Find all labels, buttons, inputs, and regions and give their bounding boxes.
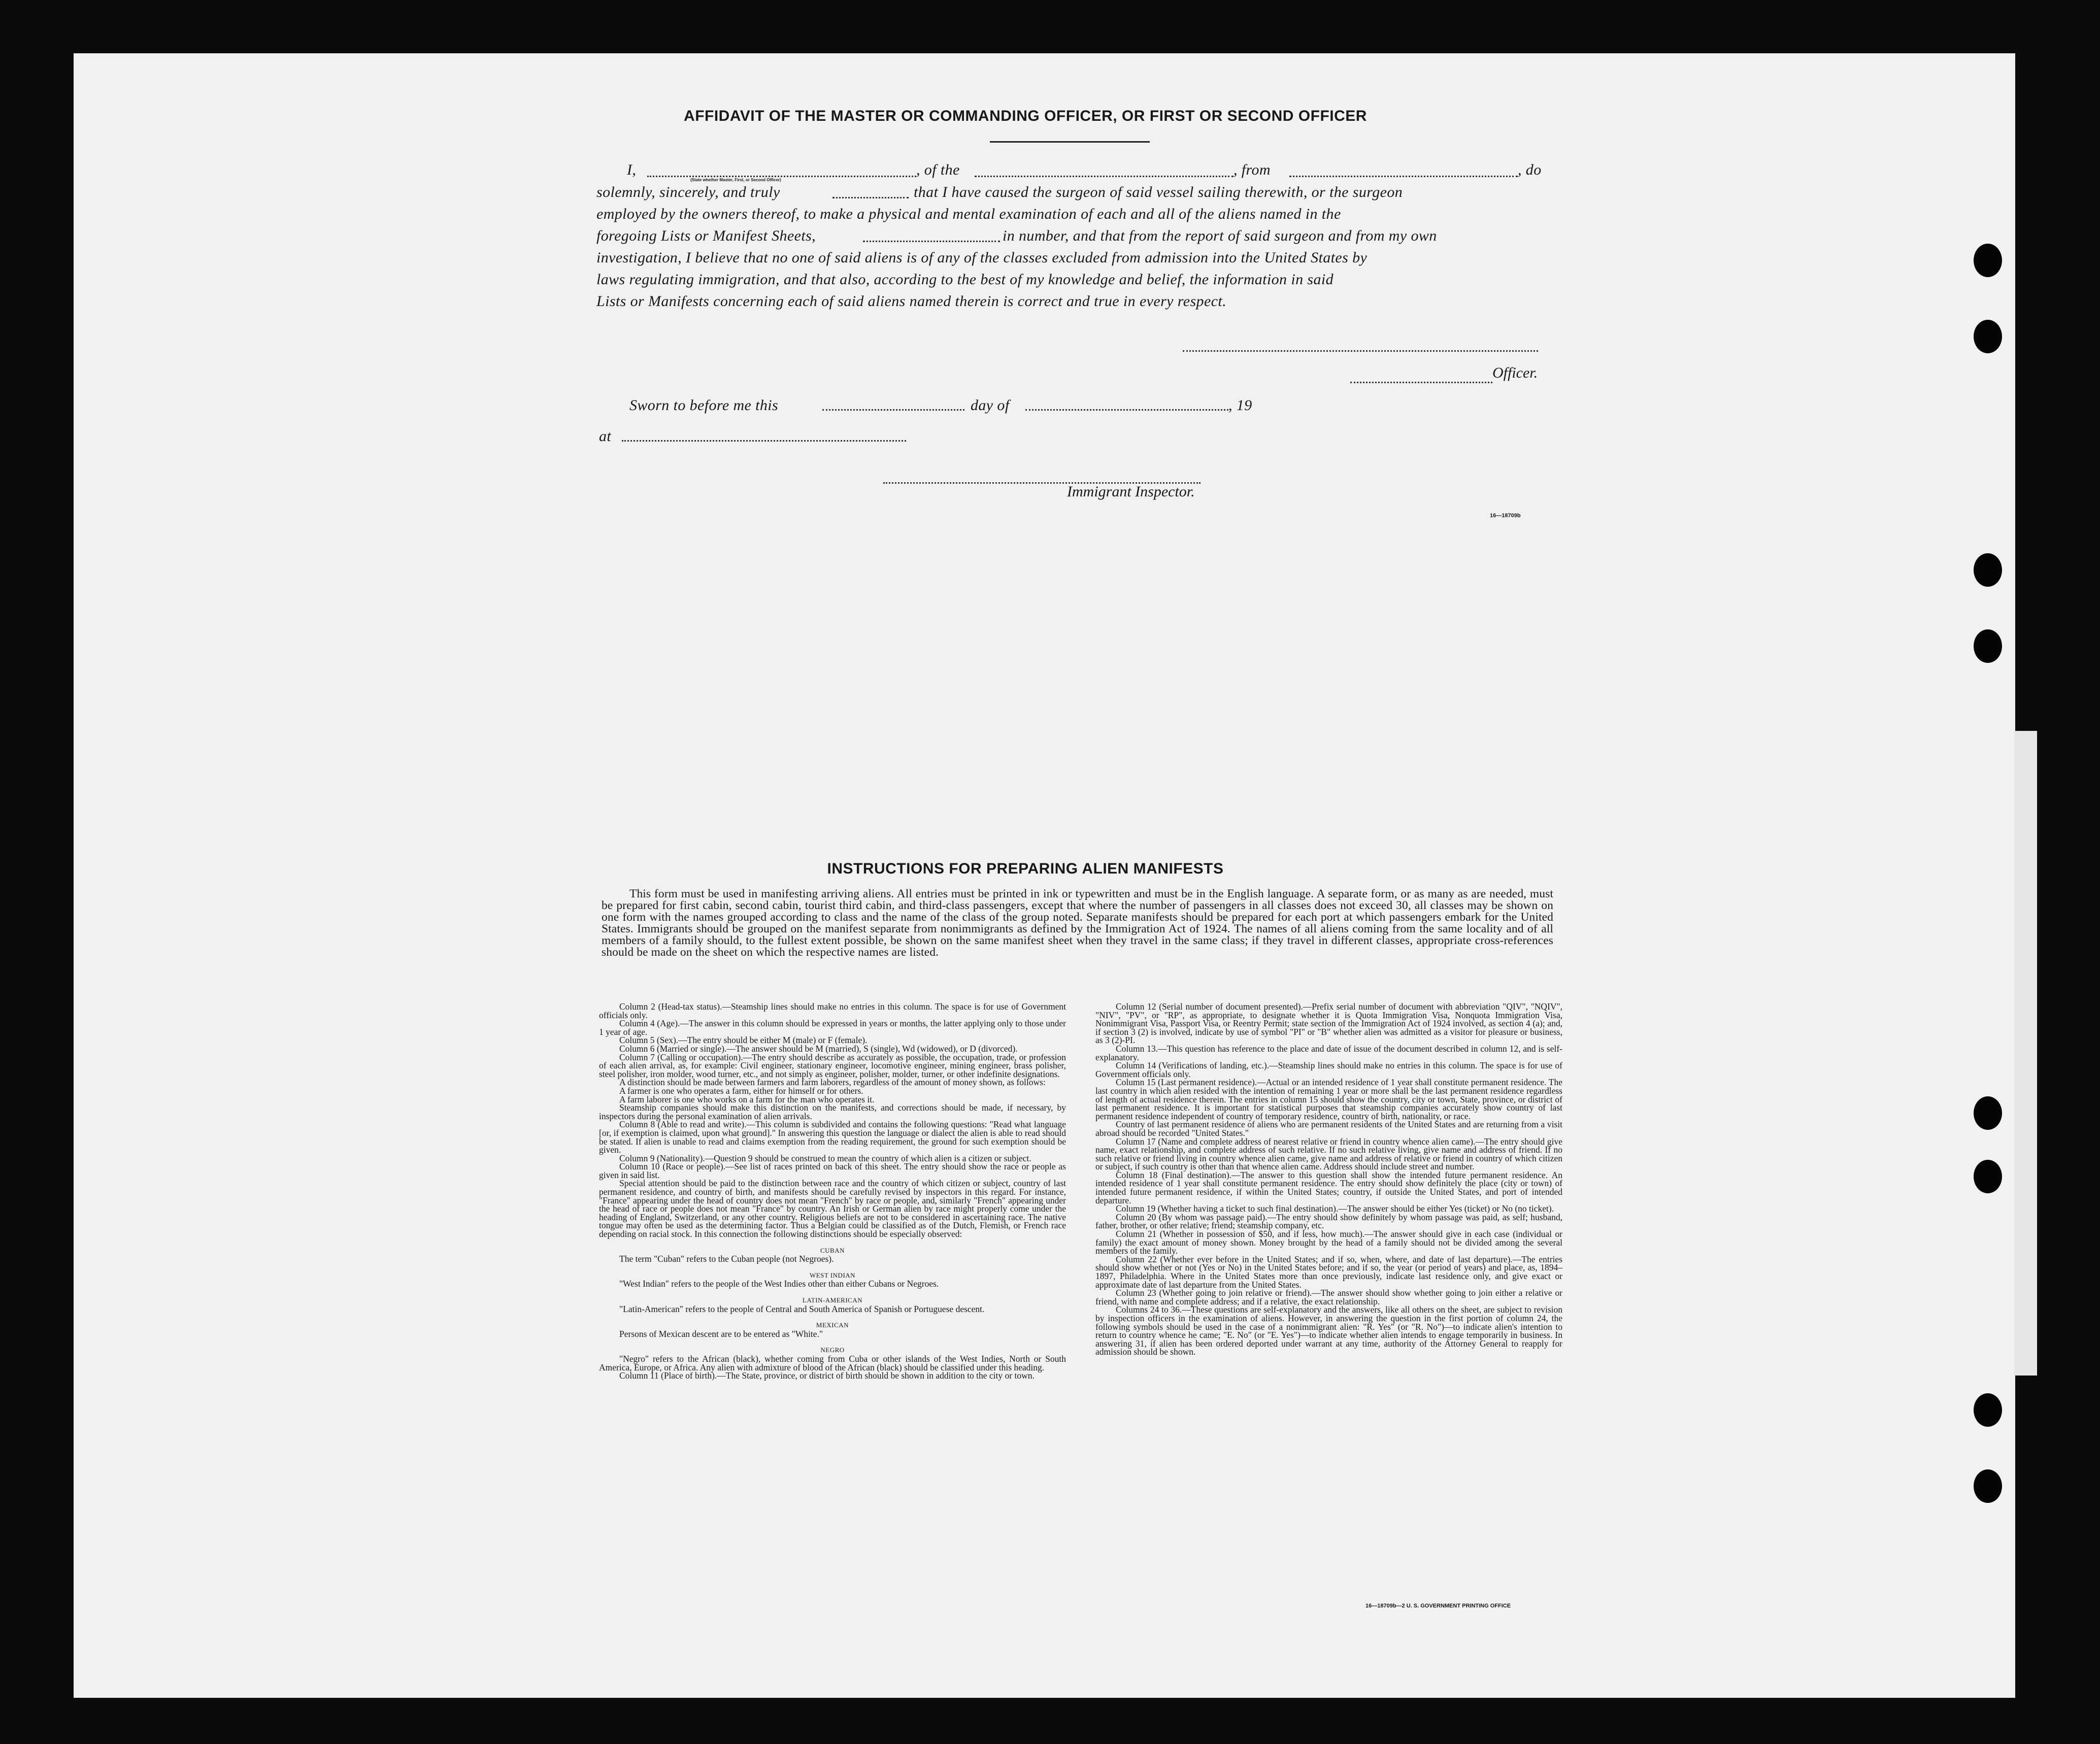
negro-text: "Negro" refers to the African (black), whether coming from Cuba or other islands of the West Indies, North or South America, Europe, or Africa. Any alien with admixture of blood of the African (black) should be classified under this heading. bbox=[599, 1353, 1066, 1372]
column-11-text: Column 11 (Place of birth).—The State, province, or district of birth should be shown in addition to the city or town. bbox=[619, 1370, 1035, 1381]
form-number: 16—18709b bbox=[1490, 513, 1521, 519]
heading-mexican: MEXICAN bbox=[816, 1321, 849, 1329]
column-14-text: Column 14 (Verifications of landing, etc.).—Steamship lines should make no entries in this column. The space is for use of Government officials only. bbox=[1095, 1060, 1562, 1079]
column-15-us-note: Country of last permanent residence of aliens who are permanent residents of the United States and are returning from a visit abroad should be recorded "United States." bbox=[1095, 1119, 1562, 1138]
instructions-left-column bbox=[599, 1002, 1066, 1380]
affidavit-line-1-do: , do bbox=[1518, 161, 1542, 178]
vessel-name-field[interactable] bbox=[975, 176, 1234, 177]
column-15-text: Column 15 (Last permanent residence).—Actual or an intended residence of 1 year shall constitute permanent residence. The last country in which alien resided with the intention of remaining 1 year or more shall be the last permanent residence regardless of length of actual residence therein. The entries in column 15 should show the country, city or town, State, province, or district of last permanent residence. It is important for statistical purposes that steamship companies accurately show country of last permanent residence independent of country of temporary residence, country of birth, nationality, or race. bbox=[1095, 1077, 1562, 1121]
affidavit-line-1-i: I, bbox=[627, 161, 637, 178]
at-label: at bbox=[599, 428, 612, 445]
sworn-place-field[interactable] bbox=[622, 440, 906, 442]
column-13-text: Column 13.—This question has reference to the place and date of issue of the document described in column 12, and is self-explanatory. bbox=[1095, 1043, 1562, 1062]
affidavit-line-2b: that I have caused the surgeon of said vessel sailing therewith, or the surgeon bbox=[914, 184, 1403, 200]
west-indian-text: "West Indian" refers to the people of the West Indies other than either Cubans or Negroes. bbox=[619, 1279, 939, 1289]
punch-hole bbox=[1974, 629, 2002, 663]
port-from-field[interactable] bbox=[1289, 176, 1518, 177]
sworn-text-b: day of bbox=[971, 397, 1010, 414]
column-21-text: Column 21 (Whether in possession of $50, and if less, how much).—The answer should give in each case (individual or family) the exact amount of money shown. Money brought by the head of a family should not be divided among the several members of the family. bbox=[1095, 1229, 1562, 1256]
cuban-text: The term "Cuban" refers to the Cuban people (not Negroes). bbox=[619, 1254, 834, 1264]
column-4-text: Column 4 (Age).—The answer in this column should be expressed in years or months, the latter applying only to those under 1 year of age. bbox=[599, 1018, 1066, 1037]
column-7-farmer-def: A farmer is one who operates a farm, either for himself or for others. bbox=[619, 1085, 863, 1096]
affidavit-line-4b: in number, and that from the report of said surgeon and from my own bbox=[1003, 227, 1437, 244]
sworn-day-field[interactable] bbox=[822, 409, 964, 411]
column-6-text: Column 6 (Married or single).—The answer should be M (married), S (single), Wd (widowed), or D (divorced). bbox=[619, 1043, 1018, 1054]
affidavit-line-5: investigation, I believe that no one of said aliens is of any of the classes excluded from admission into the United States by bbox=[596, 249, 1368, 266]
punch-hole bbox=[1974, 1160, 2002, 1193]
heading-west-indian: WEST INDIAN bbox=[809, 1271, 856, 1279]
column-5-text: Column 5 (Sex).—The entry should be either M (male) or F (female). bbox=[619, 1035, 868, 1046]
punch-hole bbox=[1974, 553, 2002, 587]
officer-label: Officer. bbox=[1492, 364, 1538, 381]
affidavit-line-1-from: , from bbox=[1234, 161, 1271, 178]
heading-negro: NEGRO bbox=[820, 1346, 845, 1354]
mexican-text: Persons of Mexican descent are to be entered as "White." bbox=[619, 1328, 823, 1339]
affidavit-title: AFFIDAVIT OF THE MASTER OR COMMANDING OFFICER, OR FIRST OR SECOND OFFICER bbox=[684, 108, 1367, 124]
column-12-text: Column 12 (Serial number of document presented).—Prefix serial number of document with abbreviation "QIV", "NQIV", "NIV", "PV", or "RP", as appropriate, to designate whether it is Quota Immigration Visa, Nonquota Immigration Visa, Nonimmigrant Visa, Passport Visa, or Reentry Permit; state section of the Immigration Act of 1924 involved, as section 4 (a); and, if section 3 (2) is involved, indicate by use of symbol "PI" or "B" whether alien was admitted as a visitor for pleasure or business, as 3 (2)-PI. bbox=[1095, 1001, 1562, 1046]
affidavit-line-1-of-the: , of the bbox=[916, 161, 960, 178]
punch-hole bbox=[1974, 1096, 2002, 1130]
column-7-corrections: Steamship companies should make this distinction on the manifests, and corrections should be made, if necessary, by inspectors during the personal examination of alien arrivals. bbox=[599, 1102, 1066, 1121]
sworn-text-a: Sworn to before me this bbox=[629, 397, 779, 414]
latin-american-text: "Latin-American" refers to the people of Central and South America of Spanish or Portuguese descent. bbox=[619, 1303, 985, 1314]
column-10-text: Column 10 (Race or people).—See list of races printed on back of this sheet. The entry should show the race or people as given in said list. bbox=[599, 1161, 1066, 1180]
instructions-intro bbox=[602, 888, 1553, 958]
column-20-text: Column 20 (By whom was passage paid).—The entry should show definitely by whom passage was paid, as self; husband, father, brother, or other relative; friend; steamship company, etc. bbox=[1095, 1212, 1562, 1231]
column-22-text: Column 22 (Whether ever before in the United States; and if so, when, where, and date of last departure).—The entries should show whether or not (Yes or No) in the United States before; and if so, the year (or period of years) and place, as, 1894–1897, Philadelphia. Where in the United States more than once previously, indicate last residence only, and give exact or approximate date of last departure from the United States. bbox=[1095, 1254, 1562, 1290]
sheet-count-field[interactable] bbox=[863, 241, 1000, 242]
affidavit-line-2a: solemnly, sincerely, and truly bbox=[596, 184, 780, 200]
inspector-label: Immigrant Inspector. bbox=[1067, 483, 1195, 500]
column-9-text: Column 9 (Nationality).—Question 9 should be construed to mean the country of which alien is a citizen or subject. bbox=[619, 1153, 1031, 1163]
column-7-text: Column 7 (Calling or occupation).—The entry should describe as accurately as possible, the occupation, trade, or profession of each alien arrival, as, for example: Civil engineer, stationary engineer, locomotive engineer, mining engineer, brass polisher, steel polisher, iron molder, wood turner, etc., and not simply as engineer, polisher, molder, turner, or other indefinite designations. bbox=[599, 1052, 1066, 1079]
intro-paragraph: This form must be used in manifesting arriving aliens. All entries must be printed in ink or typewritten and must be in the English language. A separate form, or as many as are needed, must be prepared for first cabin, second cabin, tourist third cabin, and third-class passengers, except that where the number of passengers in all classes does not exceed 30, all classes may be shown on one form with the names grouped according to class and the name of the class of the group noted. Separate manifests should be prepared for each port at which passengers embark for the United States. Immigrants should be grouped on the manifest separate from nonimmigrants as defined by the Immigration Act of 1924. The names of all aliens coming from the same locality and of all members of a family should, to the fullest extent possible, be shown on the same manifest sheet when they travel in the same class; if they travel in different classes, appropriate cross-references should be made on the sheet on which the respective names are listed. bbox=[602, 887, 1553, 959]
printing-office-footer: 16—18709b—2 U. S. GOVERNMENT PRINTING OFFICE bbox=[1365, 1603, 1511, 1609]
affidavit-line-3: employed by the owners thereof, to make a physical and mental examination of each and all of the aliens named in the bbox=[596, 206, 1341, 222]
punch-hole bbox=[1974, 244, 2002, 277]
column-17-text: Column 17 (Name and complete address of nearest relative or friend in country whence alien came).—The entry should give name, exact relationship, and complete address of such relative. If no such relative living, give name and address of friend. If no such relative or friend living in country whence alien came, give name and address of relative or friend in country of which citizen or subject, if such country is other than that whence alien came. Address should include street and number. bbox=[1095, 1136, 1562, 1172]
officer-signature-field[interactable] bbox=[1183, 350, 1538, 352]
columns-24-36-text: Columns 24 to 36.—These questions are self-explanatory and the answers, like all others on the sheet, are subject to revision by inspection officers in the examination of aliens. However, in answering the question in the first portion of column 24, the following symbols should be used in the case of a nonimmigrant alien: "R. Yes" (or "R. No")—to indicate alien's intention to return to country whence he came; "E. No" (or "E. Yes")—to indicate whether alien intends to engage temporarily in business. In answering 31, if alien has been ordered deported under warrant at any time, authority of the Attorney General to reapply for admission should be shown. bbox=[1095, 1304, 1562, 1357]
officer-rank-field[interactable] bbox=[647, 176, 916, 177]
heading-cuban: CUBAN bbox=[820, 1246, 845, 1254]
affidavit-line-7: Lists or Manifests concerning each of said aliens named therein is correct and true in every respect. bbox=[596, 293, 1227, 310]
affidavit-line-4a: foregoing Lists or Manifest Sheets, bbox=[596, 227, 816, 244]
column-18-text: Column 18 (Final destination).—The answer to this question shall show the intended future permanent residence. An intended residence of 1 year shall constitute permanent residence. The entry should show definitely the place (city or town) of intended future permanent residence, if within the United States; country, if outside the United States, and port of intended departure. bbox=[1095, 1169, 1562, 1205]
punch-hole bbox=[1974, 320, 2002, 353]
column-7-laborer-def: A farm laborer is one who works on a farm for the man who operates it. bbox=[619, 1094, 875, 1104]
column-2-text: Column 2 (Head-tax status).—Steamship lines should make no entries in this column. The space is for use of Government officials only. bbox=[599, 1001, 1066, 1020]
instructions-right-column bbox=[1095, 1002, 1562, 1356]
sworn-month-field[interactable] bbox=[1025, 409, 1228, 411]
heading-latin-american: LATIN-AMERICAN bbox=[802, 1296, 863, 1304]
column-19-text: Column 19 (Whether having a ticket to such final destination).—The answer should be either Yes (ticket) or No (no ticket). bbox=[1116, 1203, 1554, 1214]
officer-signature-field-2[interactable] bbox=[1350, 382, 1492, 383]
blank-field[interactable] bbox=[832, 197, 909, 198]
column-23-text: Column 23 (Whether going to join relative or friend).—The answer should show whether going to join either a relative or friend, with name and complete address; and if a relative, the exact relationship. bbox=[1095, 1288, 1562, 1306]
punch-hole bbox=[1974, 1469, 2002, 1503]
column-10-race-note: Special attention should be paid to the distinction between race and the country of which citizen or subject, country of last permanent residence, and country of birth, and manifests should be carefully revised by inspectors in this regard. For instance, "France" appearing under the head of country does not mean "French" by race or people, and, similarly "French" appearing under the head of race or people does not mean "France" by country. An Irish or German alien by race might properly come under the heading of England, Switzerland, or any other country. Religious beliefs are not to be considered in ascertaining race. The native tongue may often be used as the determining factor. Thus a Belgian could be classified as of the Dutch, Flemish, or French race depending on racial stock. In this connection the following distinctions should be especially observed: bbox=[599, 1178, 1066, 1239]
sworn-text-c: , 19 bbox=[1228, 397, 1252, 414]
sheet-edge-tab bbox=[2014, 731, 2037, 1376]
punch-hole bbox=[1974, 1393, 2002, 1427]
title-underline bbox=[990, 141, 1150, 143]
instructions-title: INSTRUCTIONS FOR PREPARING ALIEN MANIFESTS bbox=[827, 860, 1224, 877]
affidavit-line-6: laws regulating immigration, and that also, according to the best of my knowledge and belief, the information in said bbox=[596, 271, 1334, 288]
column-8-text: Column 8 (Able to read and write).—This column is subdivided and contains the following questions: "Read what language [or, if exemption is claimed, upon what ground]." In answering this question the language or dialect the alien is able to read should be stated. If alien is unable to read and claims exemption from the reading requirement, the ground for such exemption should be given. bbox=[599, 1119, 1066, 1155]
column-7-farmers: A distinction should be made between farmers and farm laborers, regardless of the amount of money shown, as follows: bbox=[619, 1077, 1046, 1088]
officer-rank-note: (State whether Master, First, or Second Officer) bbox=[690, 178, 781, 182]
